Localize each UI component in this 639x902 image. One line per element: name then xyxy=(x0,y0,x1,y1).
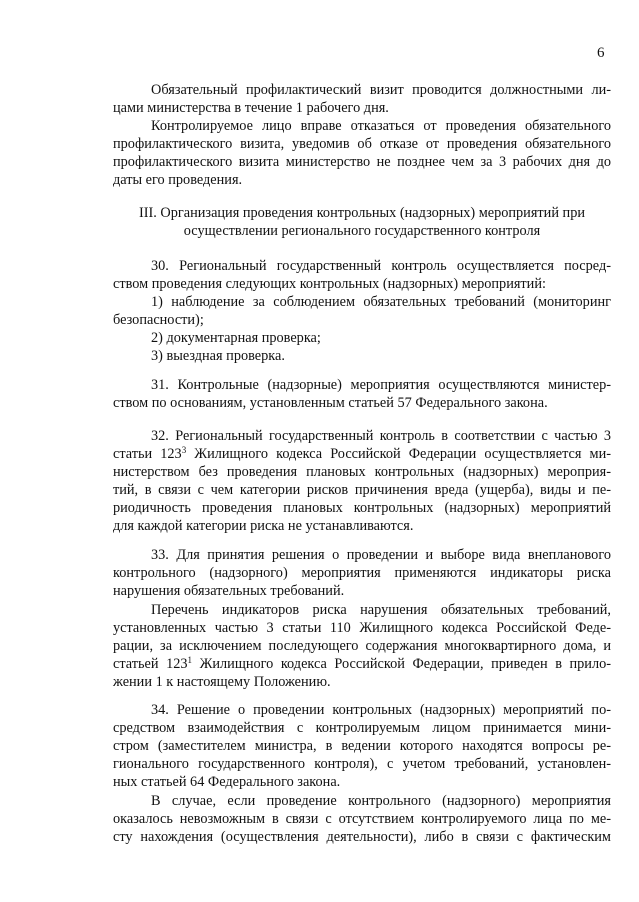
superscript: 3 xyxy=(181,445,187,455)
text-line: рации, за исключением последующего содержания многоквартирного дома, и xyxy=(113,638,611,654)
text-line: 1) наблюдение за соблюдением обязательных требований (мониторинг xyxy=(151,294,611,310)
text-line: 33. Для принятия решения о проведении и выборе вида внепланового xyxy=(151,547,611,563)
text-fragment: Жилищного кодекса Российской Федерации осуществляется ми- xyxy=(186,446,611,462)
text-line: ством проведения следующих контрольных (надзорных) мероприятий: xyxy=(113,276,546,292)
paragraph xyxy=(113,546,611,600)
text-line: цами министерства в течение 1 рабочего дня. xyxy=(113,100,389,116)
text-line: риодичность проведения плановых контрольных (надзорных) мероприятий xyxy=(113,500,611,516)
text-line: даты его проведения. xyxy=(113,172,243,188)
text-line: безопасности); xyxy=(113,312,204,328)
text-line: профилактического визита, уведомив об отказе от проведения обязательного xyxy=(113,136,611,152)
text-line: тий, в связи с чем категории рисков причинения вреда (ущерба), виды и пе- xyxy=(113,482,611,498)
paragraph xyxy=(113,81,611,117)
paragraph xyxy=(113,427,611,535)
text-line: средством взаимодействия с контролируемым лицом принимается мини- xyxy=(113,720,611,736)
text-fragment: статьей 123 xyxy=(113,656,188,672)
text-line: Перечень индикаторов риска нарушения обязательных требований, xyxy=(151,602,611,618)
text-line: контрольного (надзорного) мероприятия применяются индикаторы риска xyxy=(113,565,611,581)
text-line: жении 1 к настоящему Положению. xyxy=(113,674,331,690)
text-line xyxy=(113,445,611,463)
heading-line: III. Организация проведения контрольных (надзорных) мероприятий при xyxy=(139,205,585,221)
text-fragment: статьи 123 xyxy=(113,446,182,462)
paragraph xyxy=(113,601,611,691)
text-line: 34. Решение о проведении контрольных (надзорных) мероприятий по- xyxy=(151,702,611,718)
text-line: В случае, если проведение контрольного (надзорного) мероприятия xyxy=(151,793,611,809)
paragraph xyxy=(113,701,611,791)
text-line: нистерством без проведения плановых контрольных (надзорных) мероприя- xyxy=(113,464,611,480)
paragraph xyxy=(113,117,611,189)
superscript: 1 xyxy=(187,655,193,665)
text-line: 3) выездная проверка. xyxy=(151,348,285,364)
text-line: Контролируемое лицо вправе отказаться от проведения обязательного xyxy=(151,118,611,134)
paragraph xyxy=(113,257,611,365)
text-line: нарушения обязательных требований. xyxy=(113,583,345,599)
text-line: ных статьей 64 Федерального закона. xyxy=(113,774,341,790)
text-line: 30. Региональный государственный контроль осуществляется посред- xyxy=(151,258,611,274)
section-heading xyxy=(113,204,611,240)
text-line: для каждой категории риска не устанавливаются. xyxy=(113,518,414,534)
text-line: 2) документарная проверка; xyxy=(151,330,321,346)
text-line xyxy=(113,655,611,673)
text-line: Обязательный профилактический визит проводится должностными ли- xyxy=(151,82,611,98)
paragraph xyxy=(113,792,611,846)
text-line: оказалось невозможным в связи с отсутствием контролируемого лица по ме- xyxy=(113,811,611,827)
text-line: профилактического визита министерство не позднее чем за 3 рабочих дня до xyxy=(113,154,611,170)
text-line: ством по основаниям, установленным статьей 57 Федерального закона. xyxy=(113,395,548,411)
page-number: 6 xyxy=(597,45,605,61)
text-line: гионального государственного контроля), с учетом требований, установлен- xyxy=(113,756,611,772)
text-fragment: Жилищного кодекса Российской Федерации, приведен в прило- xyxy=(192,656,611,672)
text-line: сту нахождения (осуществления деятельности), либо в связи с фактическим xyxy=(113,829,611,845)
heading-line: осуществлении регионального государственного контроля xyxy=(183,223,541,239)
text-line: установленных частью 3 статьи 110 Жилищного кодекса Российской Феде- xyxy=(113,620,611,636)
text-line: 31. Контрольные (надзорные) мероприятия осуществляются министер- xyxy=(151,377,611,393)
text-line: 32. Региональный государственный контроль в соответствии с частью 3 xyxy=(151,428,611,444)
paragraph xyxy=(113,376,611,412)
text-line: стром (заместителем министра, в ведении которого находятся вопросы ре- xyxy=(113,738,611,754)
